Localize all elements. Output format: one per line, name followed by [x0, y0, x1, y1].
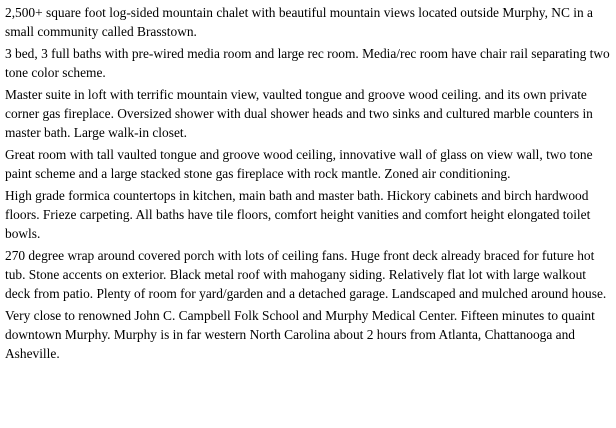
paragraph-exterior: 270 degree wrap around covered porch with lots of ceiling fans. Huge front deck already braced for future hot tub. Stone accents on exterior. Black metal roof with mahogany siding. Relatively flat lot with large walkout deck from patio. Plenty of room for yard/garden and a detached garage. Landscaped and mulched around house.: [5, 248, 607, 301]
paragraph-location: Very close to renowned John C. Campbell Folk School and Murphy Medical Center. Fifteen minutes to quaint downtown Murphy. Murphy is in far western North Carolina about 2 hours from Atlanta, Chattanooga and Asheville.: [5, 308, 595, 361]
paragraph-master-suite: Master suite in loft with terrific mountain view, vaulted tongue and groove wood ceiling. and its own private corner gas fireplace. Oversized shower with dual shower heads and two sinks and cultured marble counters in master bath. Large walk-in closet.: [5, 87, 593, 140]
paragraph-bedrooms: 3 bed, 3 full baths with pre-wired media room and large rec room. Media/rec room have chair rail separating two tone color scheme.: [5, 46, 610, 80]
paragraph-great-room: Great room with tall vaulted tongue and groove wood ceiling, innovative wall of glass on view wall, two tone paint scheme and a large stacked stone gas fireplace with rock mantle. Zoned air conditioning.: [5, 147, 593, 181]
paragraph-kitchen-finishes: High grade formica countertops in kitchen, main bath and master bath. Hickory cabinets and birch hardwood floors. Frieze carpeting. All baths have tile floors, comfort height vanities and comfort height elongated toilet bowls.: [5, 188, 591, 241]
listing-description: [5, 3, 611, 366]
paragraph-overview: 2,500+ square foot log-sided mountain chalet with beautiful mountain views located outside Murphy, NC in a small community called Brasstown.: [5, 5, 593, 39]
